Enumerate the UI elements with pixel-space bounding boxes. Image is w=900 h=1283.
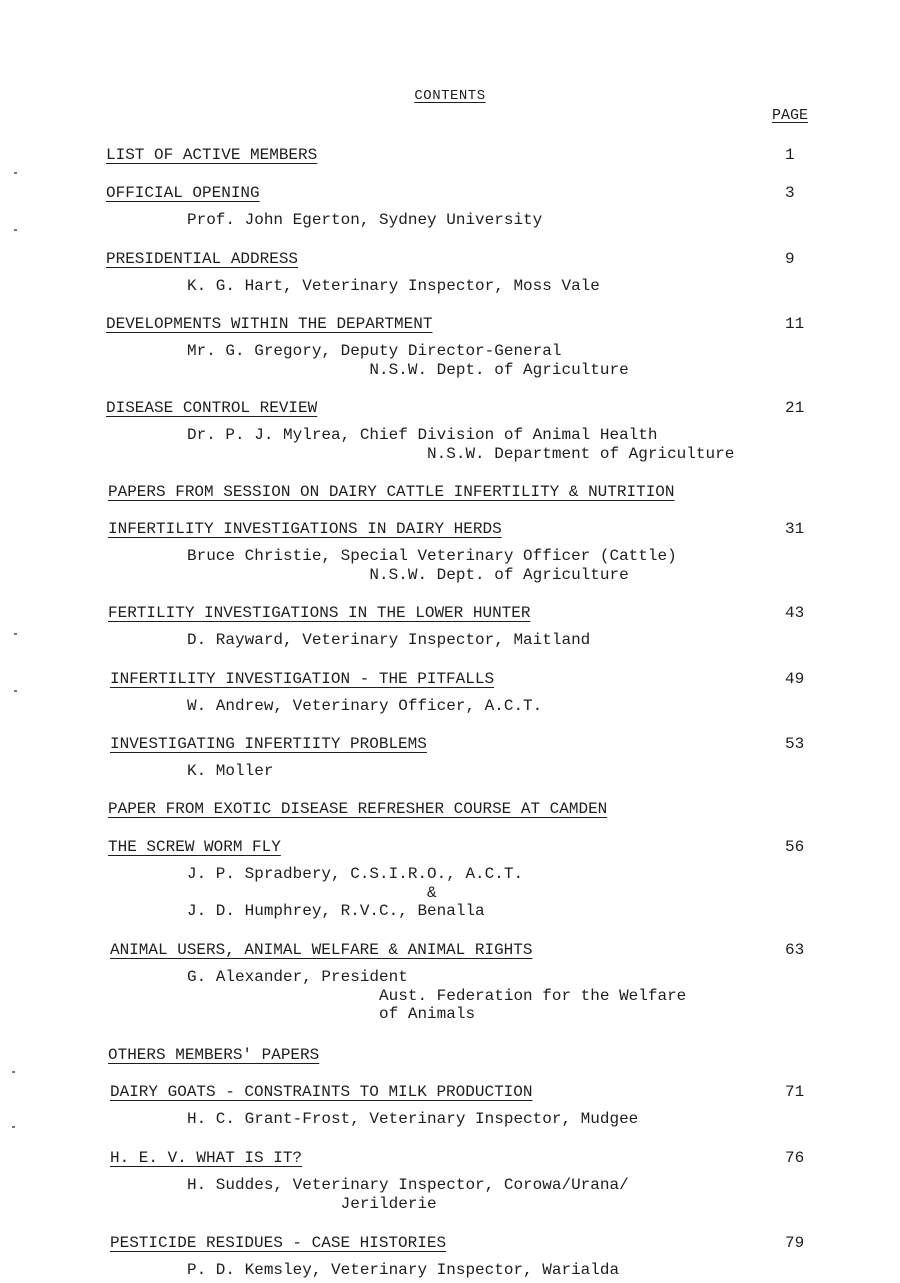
entry-title: FERTILITY INVESTIGATIONS IN THE LOWER HUNTER [108, 604, 531, 622]
entry-title: DISEASE CONTROL REVIEW [106, 399, 318, 417]
entry-page-number: 53 [785, 735, 805, 753]
entry-page-number: 11 [785, 315, 805, 333]
entry-author: G. Alexander, President Aust. Federation for the Welfare of Animals [187, 968, 687, 1023]
entry-title: DEVELOPMENTS WITHIN THE DEPARTMENT [106, 315, 433, 333]
entry-title: PESTICIDE RESIDUES - CASE HISTORIES [110, 1234, 447, 1252]
entry-author: Mr. G. Gregory, Deputy Director-General N.S.W. Dept. of Agriculture [187, 342, 629, 379]
entry-title: THE SCREW WORM FLY [108, 838, 281, 856]
entry-page-number: 56 [785, 838, 805, 856]
scan-speck [14, 690, 17, 692]
contents-heading [0, 88, 900, 104]
entry-title: ANIMAL USERS, ANIMAL WELFARE & ANIMAL RIGHTS [110, 941, 533, 959]
entry-title: INFERTILITY INVESTIGATIONS IN DAIRY HERDS [108, 520, 502, 538]
entry-author: K. Moller [187, 762, 274, 780]
entry-page-number: 71 [785, 1083, 805, 1101]
scan-speck [14, 633, 17, 635]
entry-author: J. P. Spradbery, C.S.I.R.O., A.C.T. & J. D. Humphrey, R.V.C., Benalla [187, 865, 524, 920]
entry-author: W. Andrew, Veterinary Officer, A.C.T. [187, 697, 543, 715]
entry-title: PRESIDENTIAL ADDRESS [106, 250, 299, 268]
entry-title: INVESTIGATING INFERTIITY PROBLEMS [110, 735, 427, 753]
entry-page-number: 63 [785, 941, 805, 959]
entry-page-number: 79 [785, 1234, 805, 1252]
entry-page-number: 31 [785, 520, 805, 538]
page-column-label: PAGE [772, 107, 809, 124]
entry-author: P. D. Kemsley, Veterinary Inspector, Warialda [187, 1261, 620, 1279]
scan-speck [12, 1126, 15, 1128]
scan-speck [12, 1071, 15, 1073]
entry-page-number: 21 [785, 399, 805, 417]
entry-author: H. C. Grant-Frost, Veterinary Inspector, Mudgee [187, 1110, 639, 1128]
entry-author: Prof. John Egerton, Sydney University [187, 211, 543, 229]
entry-page-number: 1 [785, 146, 795, 164]
entry-page-number: 49 [785, 670, 805, 688]
contents-heading-text: CONTENTS [414, 88, 486, 104]
section-heading: PAPER FROM EXOTIC DISEASE REFRESHER COURSE AT CAMDEN [108, 800, 608, 818]
entry-author: Bruce Christie, Special Veterinary Officer (Cattle) N.S.W. Dept. of Agriculture [187, 547, 677, 584]
scan-speck [14, 172, 17, 174]
entry-title: OFFICIAL OPENING [106, 184, 260, 202]
scan-speck [14, 229, 17, 231]
entry-page-number: 3 [785, 184, 795, 202]
entry-author: D. Rayward, Veterinary Inspector, Maitland [187, 631, 591, 649]
entry-page-number: 43 [785, 604, 805, 622]
entry-title: INFERTILITY INVESTIGATION - THE PITFALLS [110, 670, 495, 688]
section-heading: OTHERS MEMBERS' PAPERS [108, 1046, 320, 1064]
entry-title: DAIRY GOATS - CONSTRAINTS TO MILK PRODUCTION [110, 1083, 533, 1101]
entry-author: H. Suddes, Veterinary Inspector, Corowa/Urana/ Jerilderie [187, 1176, 629, 1213]
entry-title: H. E. V. WHAT IS IT? [110, 1149, 303, 1167]
entry-page-number: 76 [785, 1149, 805, 1167]
entry-title: LIST OF ACTIVE MEMBERS [106, 146, 318, 164]
section-heading: PAPERS FROM SESSION ON DAIRY CATTLE INFERTILITY & NUTRITION [108, 483, 675, 501]
entry-author: Dr. P. J. Mylrea, Chief Division of Animal Health N.S.W. Department of Agriculture [187, 426, 735, 463]
entry-page-number: 9 [785, 250, 795, 268]
entry-author: K. G. Hart, Veterinary Inspector, Moss Vale [187, 277, 600, 295]
